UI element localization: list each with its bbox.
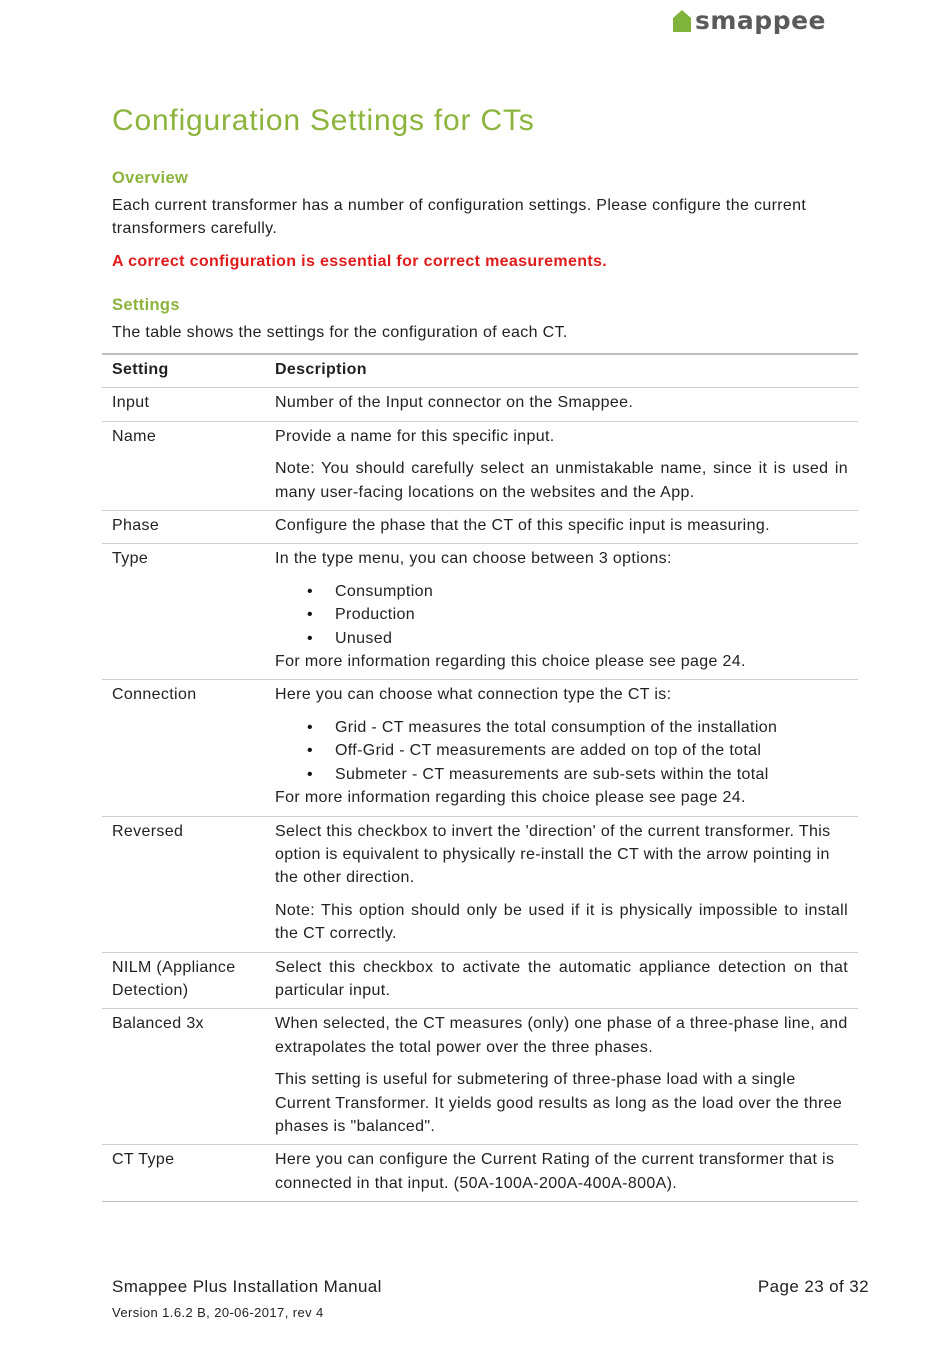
description-paragraph: Provide a name for this specific input.	[275, 427, 555, 445]
list-item: • Consumption	[335, 580, 848, 603]
table-row	[102, 952, 858, 1009]
setting-description	[265, 816, 858, 952]
description-paragraph: Here you can choose what connection type the CT is:	[275, 686, 672, 704]
list-item: • Unused	[335, 627, 848, 650]
description-paragraph: Note: You should carefully select an unmistakable name, since it is used in many user-facing locations on the websites and the App.	[275, 460, 848, 501]
setting-description	[265, 952, 858, 1009]
table-row	[102, 388, 858, 421]
settings-intro: The table shows the settings for the configuration of each CT.	[112, 324, 568, 341]
description-paragraph: When selected, the CT measures (only) one phase of a three-phase line, and extrapolates the total power over the three phases.	[275, 1015, 848, 1056]
column-header-setting: Setting	[102, 354, 265, 388]
list-item: • Submeter - CT measurements are sub-sets within the total	[335, 763, 848, 786]
logo-text: smappee	[695, 6, 827, 35]
description-note: For more information regarding this choice please see page 24.	[275, 653, 746, 671]
footer-manual-title: Smappee Plus Installation Manual	[112, 1277, 382, 1296]
setting-name: Input	[102, 388, 265, 421]
setting-name: Name	[102, 421, 265, 510]
list-item: • Production	[335, 603, 848, 626]
setting-description	[265, 1009, 858, 1145]
description-paragraph: Select this checkbox to invert the 'direction' of the current transformer. This option is equivalent to physically re-install the CT with the arrow pointing in the other direction.	[275, 822, 831, 887]
settings-heading: Settings	[112, 296, 180, 314]
description-paragraph: This setting is useful for submetering of three-phase load with a single Current Transformer. It yields good results as long as the load over the three phases is "balanced".	[275, 1071, 843, 1135]
table-row	[102, 544, 858, 680]
setting-description	[265, 511, 858, 544]
option-list	[275, 580, 848, 650]
table-row	[102, 816, 858, 952]
setting-name: NILM (Appliance Detection)	[102, 952, 265, 1009]
list-item: • Grid - CT measures the total consumption of the installation	[335, 716, 848, 739]
description-paragraph: In the type menu, you can choose between 3 options:	[275, 550, 672, 568]
table-row	[102, 680, 858, 816]
option-list	[275, 716, 848, 786]
setting-description	[265, 1145, 858, 1202]
setting-name: Balanced 3x	[102, 1009, 265, 1145]
settings-table-body	[102, 388, 858, 1202]
footer-page-number: Page 23 of 32	[757, 1277, 869, 1296]
description-paragraph: Note: This option should only be used if it is physically impossible to install the CT correctly.	[275, 901, 848, 943]
setting-name: Connection	[102, 680, 265, 816]
setting-description	[265, 680, 858, 816]
table-row	[102, 1009, 858, 1145]
footer-version: Version 1.6.2 B, 20-06-2017, rev 4	[112, 1305, 324, 1320]
setting-description	[265, 421, 858, 510]
setting-name: CT Type	[102, 1145, 265, 1202]
overview-section	[112, 167, 857, 273]
house-icon	[672, 9, 692, 33]
table-row	[102, 1145, 858, 1202]
overview-heading: Overview	[112, 169, 189, 187]
table-header-row	[102, 354, 858, 388]
settings-table	[102, 353, 858, 1202]
description-paragraph: Number of the Input connector on the Smappee.	[275, 394, 634, 412]
description-note: For more information regarding this choice please see page 24.	[275, 789, 746, 807]
settings-section	[112, 294, 857, 344]
setting-name: Phase	[102, 511, 265, 544]
description-paragraph: Configure the phase that the CT of this specific input is measuring.	[275, 517, 770, 535]
setting-description	[265, 388, 858, 421]
table-row	[102, 511, 858, 544]
setting-description	[265, 544, 858, 680]
description-paragraph: Select this checkbox to activate the automatic appliance detection on that particular input.	[275, 958, 848, 999]
setting-name: Type	[102, 544, 265, 680]
table-row	[102, 421, 858, 510]
setting-name: Reversed	[102, 816, 265, 952]
column-header-description: Description	[265, 354, 858, 388]
description-paragraph: Here you can configure the Current Rating of the current transformer that is connected in that input. (50A-100A-200A-400A-800A).	[275, 1151, 835, 1192]
overview-text: Each current transformer has a number of configuration settings. Please configure the current transformers carefully.	[112, 197, 807, 237]
smappee-logo	[672, 6, 826, 35]
warning-text: A correct configuration is essential for correct measurements.	[112, 253, 608, 270]
list-item: • Off-Grid - CT measurements are added on top of the total	[335, 739, 848, 762]
page-title: Configuration Settings for CTs	[112, 104, 535, 137]
